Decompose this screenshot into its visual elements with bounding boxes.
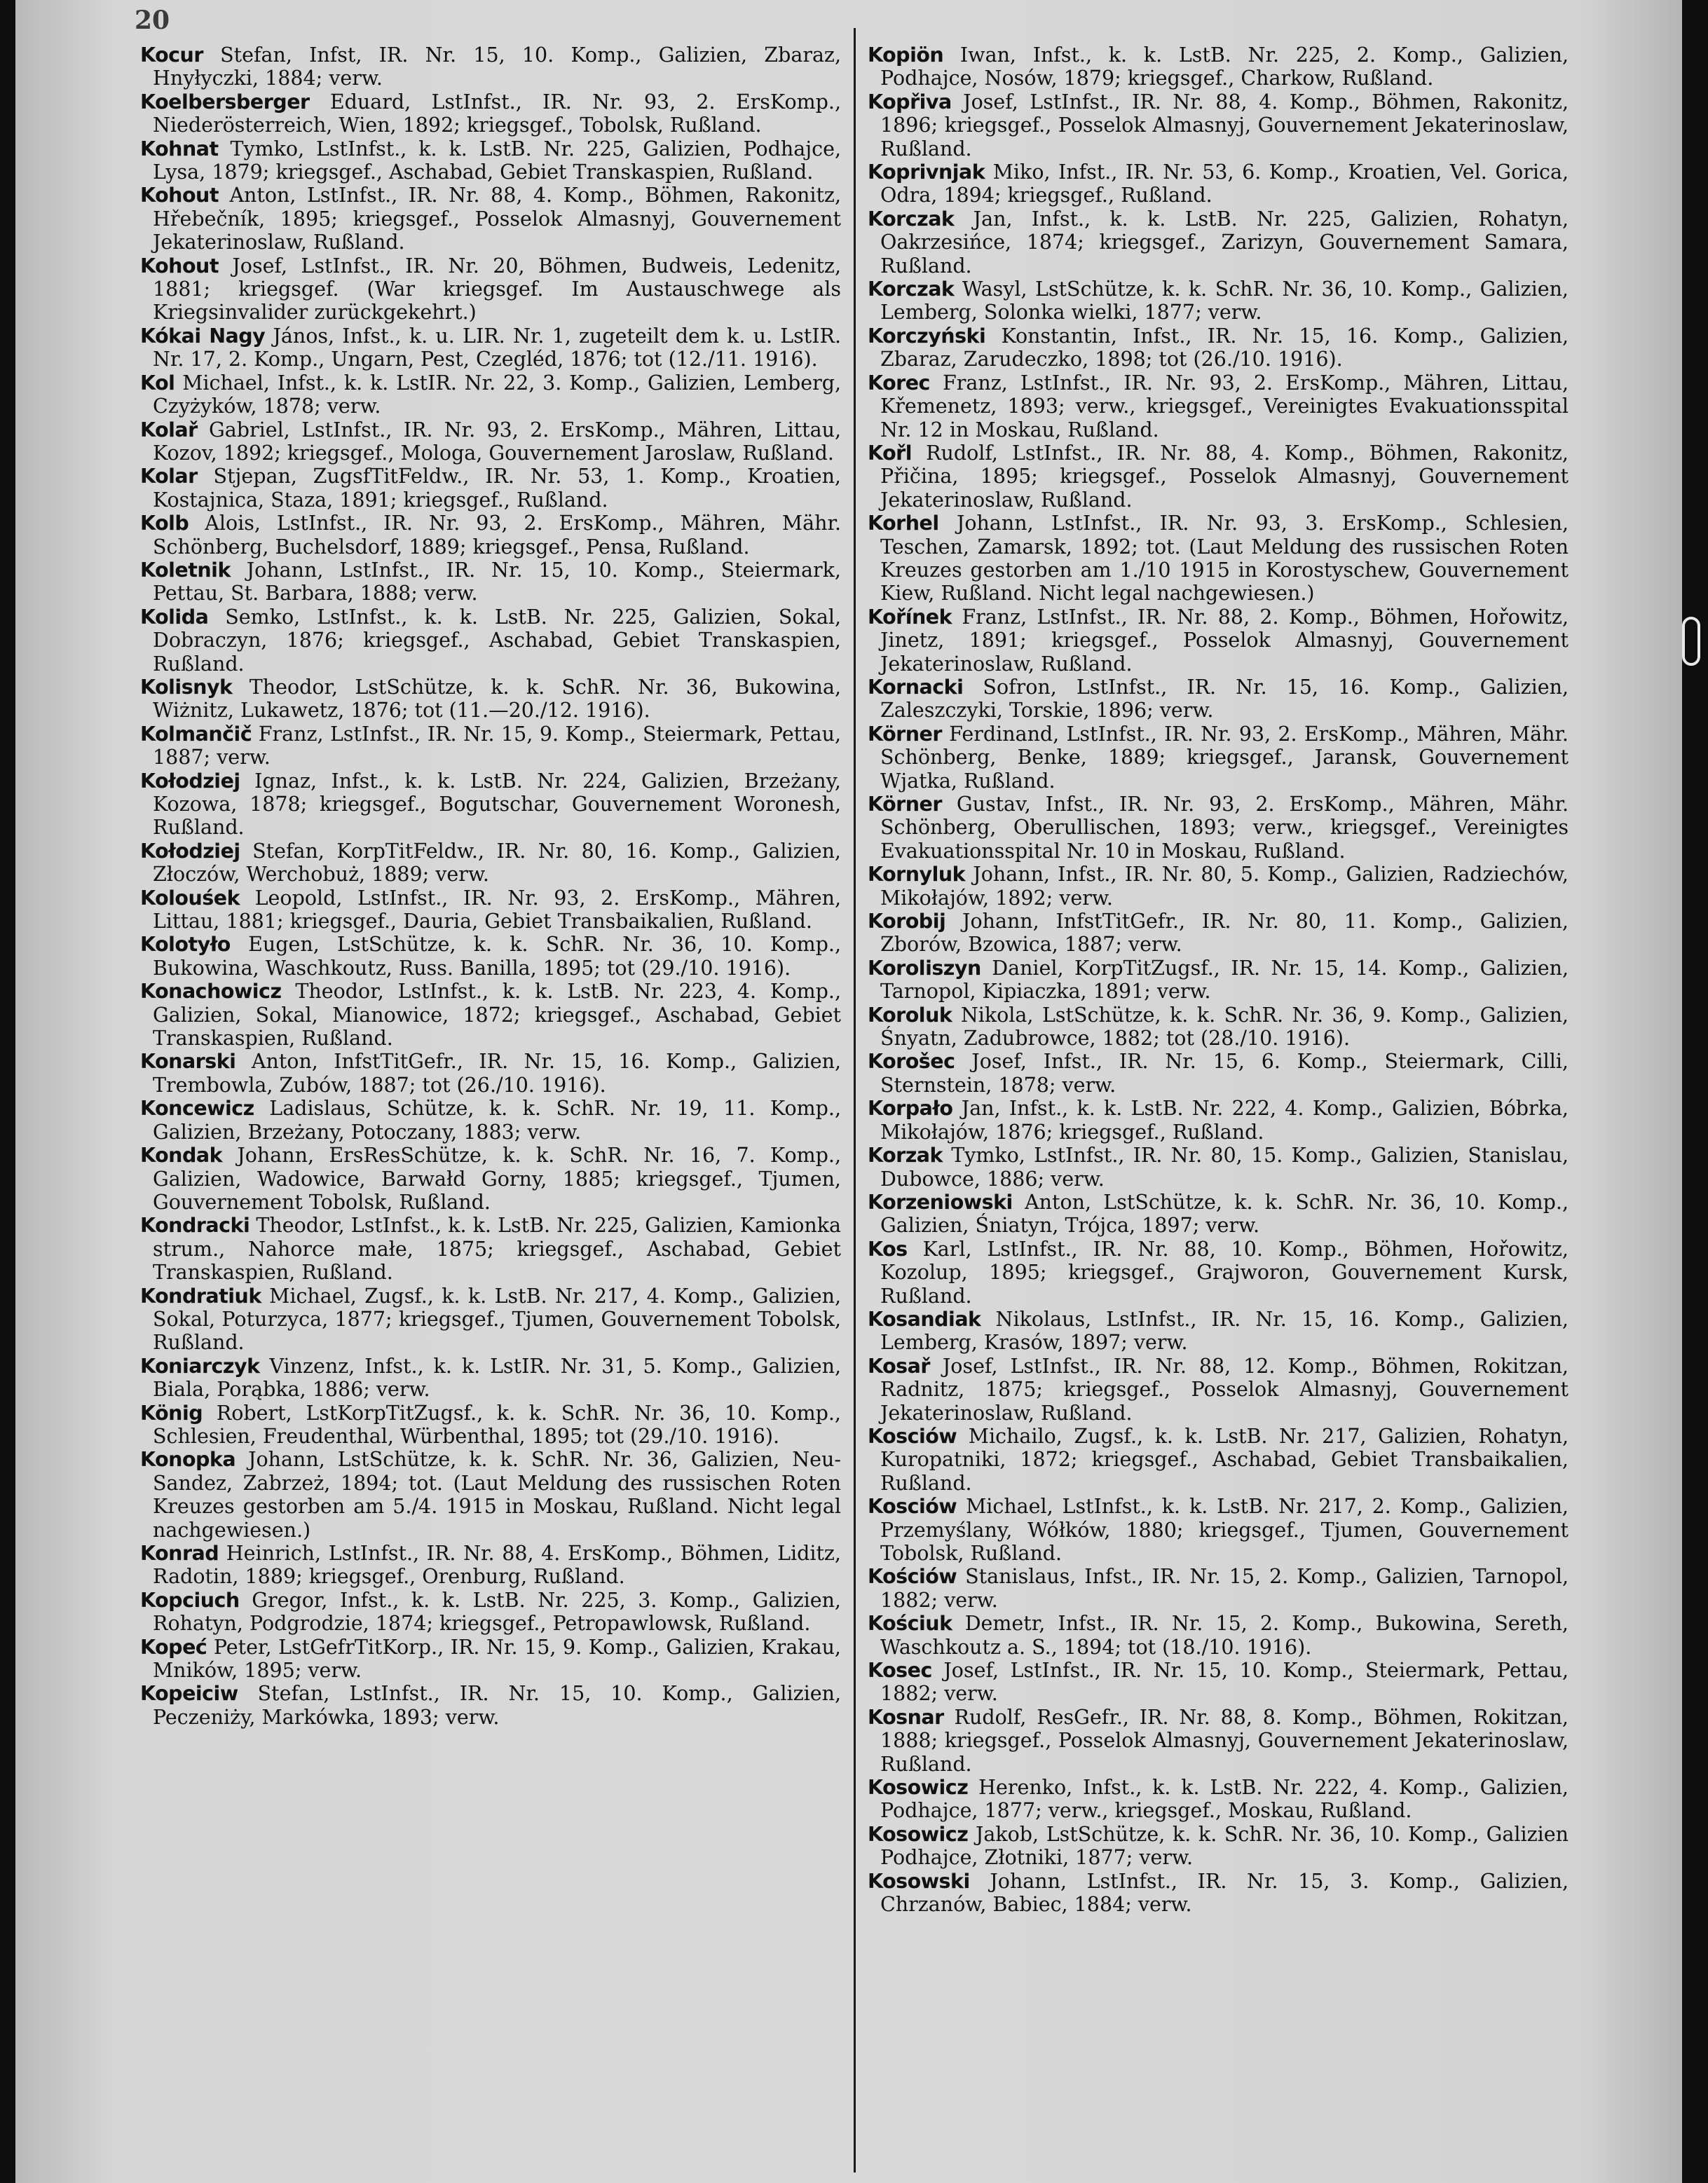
register-entry <box>140 676 841 723</box>
document-page <box>15 0 1682 2183</box>
entry-surname: Kosec <box>868 1659 932 1683</box>
register-entry <box>868 371 1569 442</box>
register-entry <box>140 1682 841 1729</box>
register-entry <box>140 605 841 676</box>
entry-details: Iwan, Infst., k. k. LstB. Nr. 225, 2. Komp., Galizien, Podhajce, Nosów, 1879; kriegsgef., Charkow, Rußland. <box>880 43 1569 90</box>
entry-details: Theodor, LstInfst., k. k. LstB. Nr. 225, Galizien, Kamionka strum., Nahorce małe, 1875; kriegsgef., Aschabad, Gebiet Transkaspien, Rußland. <box>153 1214 841 1285</box>
entry-surname: Kohout <box>140 184 219 207</box>
entry-surname: Kolb <box>140 512 189 535</box>
entry-details: Johann, LstInfst., IR. Nr. 15, 10. Komp., Steiermark, Pettau, St. Barbara, 1888; verw. <box>153 558 841 605</box>
entry-details: Leopold, LstInfst., IR. Nr. 93, 2. ErsKomp., Mähren, Littau, 1881; kriegsgef., Dauria, Gebiet Transbaikalien, Rußland. <box>153 886 842 933</box>
entry-surname: Korhel <box>868 512 939 535</box>
right-column <box>868 43 1569 1917</box>
entry-details: Konstantin, Infst., IR. Nr. 15, 16. Komp., Galizien, Zbaraz, Zarudeczko, 1898; tot (26./10. 1916). <box>880 324 1569 371</box>
page-number: 20 <box>135 6 170 35</box>
entry-details: Stefan, Infst, IR. Nr. 15, 10. Komp., Galizien, Zbaraz, Hnyłyczki, 1884; verw. <box>153 43 842 90</box>
entry-surname: Konachowicz <box>140 980 282 1004</box>
entry-surname: Korzak <box>868 1144 943 1168</box>
entry-details: Jan, Infst., k. k. LstB. Nr. 222, 4. Komp., Galizien, Bóbrka, Mikołajów, 1876; kriegsgef., Rußland. <box>880 1097 1569 1144</box>
entry-surname: Konrad <box>140 1542 219 1565</box>
entry-surname: Korczyński <box>868 324 986 348</box>
entry-details: Wasyl, LstSchütze, k. k. SchR. Nr. 36, 10. Komp., Galizien, Lemberg, Solonka wielki, 1877; verw. <box>880 278 1569 324</box>
register-entry <box>140 1050 841 1097</box>
entry-surname: Körner <box>868 722 942 746</box>
register-entry <box>868 1612 1569 1659</box>
entry-details: Johann, ErsResSchütze, k. k. SchR. Nr. 16, 7. Komp., Galizien, Wadowice, Barwałd Gorny, 1885; kriegsgef., Tjumen, Gouvernement Tobolsk, Rußland. <box>153 1144 841 1214</box>
entry-details: Alois, LstInfst., IR. Nr. 93, 2. ErsKomp., Mähren, Mähr. Schönberg, Buchelsdorf, 1889; kriegsgef., Pensa, Rußland. <box>153 512 841 559</box>
entry-surname: Kořl <box>868 441 912 465</box>
register-entry <box>140 1636 841 1683</box>
entry-surname: Korczak <box>868 207 955 231</box>
register-entry <box>868 160 1569 207</box>
entry-surname: Kolouśek <box>140 886 240 910</box>
entry-surname: König <box>140 1401 203 1425</box>
entry-surname: Kolisnyk <box>140 675 233 699</box>
register-entry <box>868 957 1569 1004</box>
entry-surname: Kołodziej <box>140 769 240 793</box>
register-entry <box>868 1870 1569 1917</box>
register-entry <box>868 1565 1569 1612</box>
entry-surname: Kosciów <box>868 1495 957 1519</box>
register-entry <box>140 43 841 90</box>
entry-details: Sofron, LstInfst., IR. Nr. 15, 16. Komp., Galizien, Zaleszczyki, Torskie, 1896; verw. <box>880 675 1569 723</box>
entry-details: Johann, LstSchütze, k. k. SchR. Nr. 36, Galizien, Neu-Sandez, Zabrzeż, 1894; tot. (Laut Meldung des russischen Roten Kreuzes gestorben am 5./4. 1915 in Moskau, Rußland. Nicht legal nachgewiesen.) <box>153 1448 841 1542</box>
entry-surname: Korošec <box>868 1050 955 1074</box>
entry-surname: Kołodziej <box>140 839 240 863</box>
entry-details: Franz, LstInfst., IR. Nr. 88, 2. Komp., Böhmen, Hořowitz, Jinetz, 1891; kriegsgef., Posselok Almasnyj, Gouvernement Jekaterinoslaw, Rußland. <box>880 605 1569 676</box>
register-entry <box>140 1144 841 1214</box>
register-entry <box>868 1308 1569 1355</box>
entry-surname: Kosandiak <box>868 1307 981 1331</box>
register-entry <box>868 723 1569 793</box>
register-entry <box>140 1355 841 1402</box>
entry-surname: Kościuk <box>868 1612 952 1636</box>
entry-details: Stjepan, ZugsfTitFeldw., IR. Nr. 53, 1. Komp., Kroatien, Kostajnica, Staza, 1891; kriegsgef., Rußland. <box>153 465 841 512</box>
entry-surname: Kosowicz <box>868 1822 969 1846</box>
entry-details: Gabriel, LstInfst., IR. Nr. 93, 2. ErsKomp., Mähren, Littau, Kozov, 1892; kriegsgef., Mologa, Gouvernement Jaroslaw, Rußland. <box>153 418 842 465</box>
entry-surname: Korzeniowski <box>868 1190 1013 1214</box>
entry-surname: Kopeiciw <box>140 1682 238 1706</box>
entry-surname: Kopiön <box>868 43 944 67</box>
register-entry <box>868 1425 1569 1495</box>
entry-surname: Kolar <box>140 465 198 488</box>
entry-details: Josef, LstInfst., IR. Nr. 15, 10. Komp., Steiermark, Pettau, 1882; verw. <box>880 1659 1569 1706</box>
entry-surname: Kosař <box>868 1354 930 1378</box>
register-entry <box>868 793 1569 863</box>
entry-surname: Kolmančič <box>140 722 252 746</box>
entry-surname: Kopřiva <box>868 90 952 114</box>
entry-details: Theodor, LstSchütze, k. k. SchR. Nr. 36, Bukowina, Wiżnitz, Lukawetz, 1876; tot (11.—20./12. 1916). <box>153 675 842 723</box>
column-divider <box>854 28 856 2172</box>
entry-surname: Kondracki <box>140 1214 250 1238</box>
entry-details: Stefan, LstInfst., IR. Nr. 15, 10. Komp., Galizien, Peczeniży, Markówka, 1893; verw. <box>153 1682 842 1729</box>
entry-surname: Konopka <box>140 1448 236 1472</box>
register-entry <box>868 910 1569 957</box>
entry-details: Rudolf, LstInfst., IR. Nr. 88, 4. Komp., Böhmen, Rakonitz, Přičina, 1895; kriegsgef., Posselok Almasnyj, Gouvernement Jekaterinoslaw, Rußland. <box>880 441 1569 512</box>
entry-details: Ladislaus, Schütze, k. k. SchR. Nr. 19, 11. Komp., Galizien, Brzeżany, Potoczany, 1883; verw. <box>153 1097 842 1144</box>
entry-details: Michael, Infst., k. k. LstIR. Nr. 22, 3. Komp., Galizien, Lemberg, Czyżyków, 1878; verw. <box>153 371 842 418</box>
entry-details: Tymko, LstInfst., k. k. LstB. Nr. 225, Galizien, Podhajce, Lysa, 1879; kriegsgef., Aschabad, Gebiet Transkaspien, Rußland. <box>153 137 842 184</box>
entry-details: Tymko, LstInfst., IR. Nr. 80, 15. Komp., Galizien, Stanislau, Dubowce, 1886; verw. <box>880 1144 1569 1191</box>
entry-surname: Koroluk <box>868 1003 952 1027</box>
register-entry <box>868 676 1569 723</box>
register-entry <box>140 1285 841 1355</box>
register-entry <box>868 442 1569 512</box>
register-entry <box>140 254 841 324</box>
entry-surname: Kolař <box>140 418 198 442</box>
register-entry <box>140 371 841 418</box>
entry-details: Robert, LstKorpTitZugsf., k. k. SchR. Nr. 36, 10. Komp., Schlesien, Freudenthal, Würbenthal, 1895; tot (29./10. 1916). <box>153 1401 841 1448</box>
register-entry <box>868 1823 1569 1870</box>
entry-details: Anton, LstInfst., IR. Nr. 88, 4. Komp., Böhmen, Rakonitz, Hřebečník, 1895; kriegsgef., Posselok Almasnyj, Gouvernement Jekaterinoslaw, Rußland. <box>153 184 841 254</box>
entry-details: Michailo, Zugsf., k. k. LstB. Nr. 217, Galizien, Rohatyn, Kuropatniki, 1872; kriegsgef., Aschabad, Gebiet Transbaikalien, Rußland. <box>880 1424 1569 1495</box>
register-entry <box>140 723 841 769</box>
register-entry <box>868 605 1569 676</box>
register-entry <box>140 1542 841 1589</box>
register-entry <box>868 1706 1569 1776</box>
entry-details: Johann, LstInfst., IR. Nr. 15, 3. Komp., Galizien, Chrzanów, Babiec, 1884; verw. <box>880 1869 1569 1917</box>
register-entry <box>140 184 841 254</box>
register-entry <box>868 1355 1569 1425</box>
entry-details: János, Infst., k. u. LIR. Nr. 1, zugeteilt dem k. u. LstIR. Nr. 17, 2. Komp., Ungarn, Pest, Czegléd, 1876; tot (12./11. 1916). <box>153 324 842 371</box>
register-entry <box>868 1776 1569 1823</box>
entry-details: Gregor, Infst., k. k. LstB. Nr. 225, 3. Komp., Galizien, Rohatyn, Podgrodzie, 1874; kriegsgef., Petropawlowsk, Rußland. <box>153 1588 841 1636</box>
register-entry <box>868 278 1569 324</box>
entry-details: Nikolaus, LstInfst., IR. Nr. 15, 16. Komp., Galizien, Lemberg, Krasów, 1897; verw. <box>880 1307 1569 1355</box>
entry-details: Josef, LstInfst., IR. Nr. 88, 12. Komp., Böhmen, Rokitzan, Radnitz, 1875; kriegsgef., Posselok Almasnyj, Gouvernement Jekaterinoslaw, Rußland. <box>880 1354 1569 1425</box>
entry-details: Karl, LstInfst., IR. Nr. 88, 10. Komp., Böhmen, Hořowitz, Kozolup, 1895; kriegsgef., Grajworon, Gouvernement Kursk, Rußland. <box>880 1237 1569 1308</box>
entry-details: Johann, InfstTitGefr., IR. Nr. 80, 11. Komp., Galizien, Zborów, Bzowica, 1887; verw. <box>880 910 1569 957</box>
register-entry <box>868 1191 1569 1238</box>
entry-details: Peter, LstGefrTitKorp., IR. Nr. 15, 9. Komp., Galizien, Krakau, Mników, 1895; verw. <box>153 1635 841 1683</box>
register-entry <box>140 1097 841 1144</box>
entry-details: Franz, LstInfst., IR. Nr. 15, 9. Komp., Steiermark, Pettau, 1887; verw. <box>153 722 841 769</box>
entry-surname: Kościów <box>868 1565 957 1589</box>
entry-surname: Kosowicz <box>868 1776 969 1800</box>
entry-details: Eduard, LstInfst., IR. Nr. 93, 2. ErsKomp., Niederösterreich, Wien, 1892; kriegsgef., Tobolsk, Rußland. <box>153 90 842 137</box>
register-entry <box>868 324 1569 371</box>
entry-surname: Koletnik <box>140 558 231 582</box>
register-entry <box>140 512 841 559</box>
register-entry <box>868 90 1569 160</box>
entry-surname: Koelbersberger <box>140 90 310 114</box>
register-entry <box>868 1238 1569 1308</box>
entry-details: Demetr, Infst., IR. Nr. 15, 2. Komp., Bukowina, Sereth, Waschkoutz a. S., 1894; tot (18./10. 1916). <box>880 1612 1569 1659</box>
register-entry <box>868 1004 1569 1051</box>
entry-details: Anton, InfstTitGefr., IR. Nr. 15, 16. Komp., Galizien, Trembowla, Zubów, 1887; tot (26./10. 1916). <box>153 1050 841 1097</box>
register-entry <box>140 137 841 184</box>
entry-surname: Kořínek <box>868 605 952 629</box>
entry-surname: Kolida <box>140 605 209 629</box>
entry-surname: Kosnar <box>868 1705 944 1729</box>
entry-surname: Kornyluk <box>868 863 966 887</box>
register-entry <box>140 840 841 887</box>
entry-surname: Konarski <box>140 1050 236 1074</box>
entry-surname: Korpało <box>868 1097 953 1121</box>
register-entry <box>868 1495 1569 1565</box>
entry-details: Nikola, LstSchütze, k. k. SchR. Nr. 36, 9. Komp., Galizien, Śnyatn, Zadubrowce, 1882; tot (28./10. 1916). <box>880 1003 1569 1051</box>
entry-surname: Kornacki <box>868 675 964 699</box>
register-entry <box>140 465 841 512</box>
entry-details: Heinrich, LstInfst., IR. Nr. 88, 4. ErsKomp., Böhmen, Liditz, Radotin, 1889; kriegsgef., Orenburg, Rußland. <box>153 1542 841 1589</box>
entry-details: Anton, LstSchütze, k. k. SchR. Nr. 36, 10. Komp., Galizien, Śniatyn, Trójca, 1897; verw. <box>880 1190 1569 1238</box>
entry-surname: Kopciuch <box>140 1588 240 1612</box>
entry-surname: Kókai Nagy <box>140 324 266 348</box>
entry-surname: Kopeć <box>140 1635 207 1659</box>
entry-details: Eugen, LstSchütze, k. k. SchR. Nr. 36, 10. Komp., Bukowina, Waschkoutz, Russ. Banilla, 1895; tot (29./10. 1916). <box>153 933 842 980</box>
register-entry <box>140 418 841 465</box>
entry-surname: Kohnat <box>140 137 219 160</box>
entry-surname: Kondratiuk <box>140 1284 261 1308</box>
entry-details: Franz, LstInfst., IR. Nr. 93, 2. ErsKomp., Mähren, Littau, Křemenetz, 1893; verw., kriegsgef., Vereinigtes Evakuationsspital Nr. 12 in Moskau, Rußland. <box>880 371 1569 442</box>
entry-surname: Körner <box>868 793 942 816</box>
entry-details: Gustav, Infst., IR. Nr. 93, 2. ErsKomp., Mähren, Mähr. Schönberg, Oberullischen, 1893; verw., kriegsgef., Vereinigtes Evakuationsspital Nr. 10 in Moskau, Rußland. <box>880 793 1569 863</box>
entry-details: Michael, LstInfst., k. k. LstB. Nr. 217, 2. Komp., Galizien, Przemyślany, Wółków, 1880; kriegsgef., Tjumen, Gouvernement Tobolsk, Rußland. <box>880 1495 1569 1565</box>
register-entry <box>140 324 841 371</box>
entry-details: Daniel, KorpTitZugsf., IR. Nr. 15, 14. Komp., Galizien, Tarnopol, Kipiaczka, 1891; verw. <box>880 956 1569 1004</box>
entry-surname: Kosciów <box>868 1424 957 1448</box>
register-entry <box>868 863 1569 910</box>
register-entry <box>868 1659 1569 1706</box>
entry-details: Michael, Zugsf., k. k. LstB. Nr. 217, 4. Komp., Galizien, Sokal, Poturzyca, 1877; kriegsgef., Tjumen, Gouvernement Tobolsk, Rußland. <box>153 1284 842 1355</box>
entry-surname: Kolotyło <box>140 933 231 957</box>
register-entry <box>140 980 841 1050</box>
entry-surname: Koncewicz <box>140 1097 254 1121</box>
entry-details: Vinzenz, Infst., k. k. LstIR. Nr. 31, 5. Komp., Galizien, Biala, Porąbka, 1886; verw. <box>153 1354 842 1402</box>
entry-details: Jakob, LstSchütze, k. k. SchR. Nr. 36, 10. Komp., Galizien Podhajce, Złotniki, 1877; verw. <box>880 1822 1569 1870</box>
entry-details: Johann, LstInfst., IR. Nr. 93, 3. ErsKomp., Schlesien, Teschen, Zamarsk, 1892; tot. (Laut Meldung des russischen Roten Kreuzes gestorben am 1./10 1915 in Korostyschew, Gouvernement Kiew, Rußland. Nicht legal nachgewiesen.) <box>880 512 1569 605</box>
register-entry <box>868 207 1569 278</box>
entry-details: Stefan, KorpTitFeldw., IR. Nr. 80, 16. Komp., Galizien, Złoczów, Werchobuż, 1889; verw. <box>153 839 841 887</box>
entry-details: Stanislaus, Infst., IR. Nr. 15, 2. Komp., Galizien, Tarnopol, 1882; verw. <box>880 1565 1569 1612</box>
entry-details: Herenko, Infst., k. k. LstB. Nr. 222, 4. Komp., Galizien, Podhajce, 1877; verw., kriegsgef., Moskau, Rußland. <box>880 1776 1569 1823</box>
entry-surname: Koniarczyk <box>140 1354 260 1378</box>
register-entry <box>140 90 841 137</box>
entry-surname: Koroliszyn <box>868 956 981 980</box>
register-entry <box>140 1448 841 1542</box>
entry-details: Josef, LstInfst., IR. Nr. 88, 4. Komp., Böhmen, Rakonitz, 1896; kriegsgef., Posselok Almasnyj, Gouvernement Jekaterinoslaw, Rußland. <box>880 90 1569 160</box>
entry-details: Semko, LstInfst., k. k. LstB. Nr. 225, Galizien, Sokal, Dobraczyn, 1876; kriegsgef., Aschabad, Gebiet Transkaspien, Rußland. <box>153 605 841 676</box>
entry-surname: Kohout <box>140 254 219 278</box>
entry-details: Johann, Infst., IR. Nr. 80, 5. Komp., Galizien, Radziechów, Mikołajów, 1892; verw. <box>880 863 1569 910</box>
register-entry <box>868 1050 1569 1097</box>
register-entry <box>868 43 1569 90</box>
register-entry <box>868 1144 1569 1191</box>
entry-surname: Kos <box>868 1237 908 1261</box>
entry-surname: Korobij <box>868 910 946 933</box>
register-entry <box>140 769 841 840</box>
entry-surname: Kocur <box>140 43 203 67</box>
register-entry <box>140 887 841 933</box>
entry-details: Ignaz, Infst., k. k. LstB. Nr. 224, Galizien, Brzeżany, Kozowa, 1878; kriegsgef., Bogutschar, Gouvernement Woronesh, Rußland. <box>153 769 841 840</box>
register-entry <box>140 1402 841 1449</box>
entry-surname: Korczak <box>868 278 955 301</box>
entry-surname: Kondak <box>140 1144 223 1168</box>
register-entry <box>868 512 1569 605</box>
entry-surname: Kol <box>140 371 175 395</box>
entry-details: Theodor, LstInfst., k. k. LstB. Nr. 223, 4. Komp., Galizien, Sokal, Mianowice, 1872; kriegsgef., Aschabad, Gebiet Transkaspien, Rußland. <box>153 980 842 1051</box>
register-entry <box>140 559 841 605</box>
register-entry <box>140 1589 841 1636</box>
entry-details: Josef, Infst., IR. Nr. 15, 6. Komp., Steiermark, Cilli, Sternstein, 1878; verw. <box>880 1050 1569 1097</box>
entry-details: Jan, Infst., k. k. LstB. Nr. 225, Galizien, Rohatyn, Oakrzesińce, 1874; kriegsgef., Zarizyn, Gouvernement Samara, Rußland. <box>880 207 1569 278</box>
left-column <box>140 43 841 1729</box>
entry-surname: Koprivnjak <box>868 160 985 184</box>
register-entry <box>140 933 841 980</box>
entry-surname: Korec <box>868 371 930 395</box>
register-entry <box>868 1097 1569 1144</box>
entry-details: Rudolf, ResGefr., IR. Nr. 88, 8. Komp., Böhmen, Rokitzan, 1888; kriegsgef., Posselok Almasnyj, Gouvernement Jekaterinoslaw, Rußland. <box>880 1705 1569 1776</box>
entry-details: Josef, LstInfst., IR. Nr. 20, Böhmen, Budweis, Ledenitz, 1881; kriegsgef. (War kriegsgef. Im Austauschwege als Kriegsinvalider zurückgekehrt.) <box>153 254 841 324</box>
binding-hole-mark <box>1682 617 1700 666</box>
register-entry <box>140 1214 841 1284</box>
entry-details: Miko, Infst., IR. Nr. 53, 6. Komp., Kroatien, Vel. Gorica, Odra, 1894; kriegsgef., Rußland. <box>880 160 1569 207</box>
entry-surname: Kosowski <box>868 1869 970 1893</box>
entry-details: Ferdinand, LstInfst., IR. Nr. 93, 2. ErsKomp., Mähren, Mähr. Schönberg, Benke, 1889; kriegsgef., Jaransk, Gouvernement Wjatka, Rußland. <box>880 722 1569 793</box>
